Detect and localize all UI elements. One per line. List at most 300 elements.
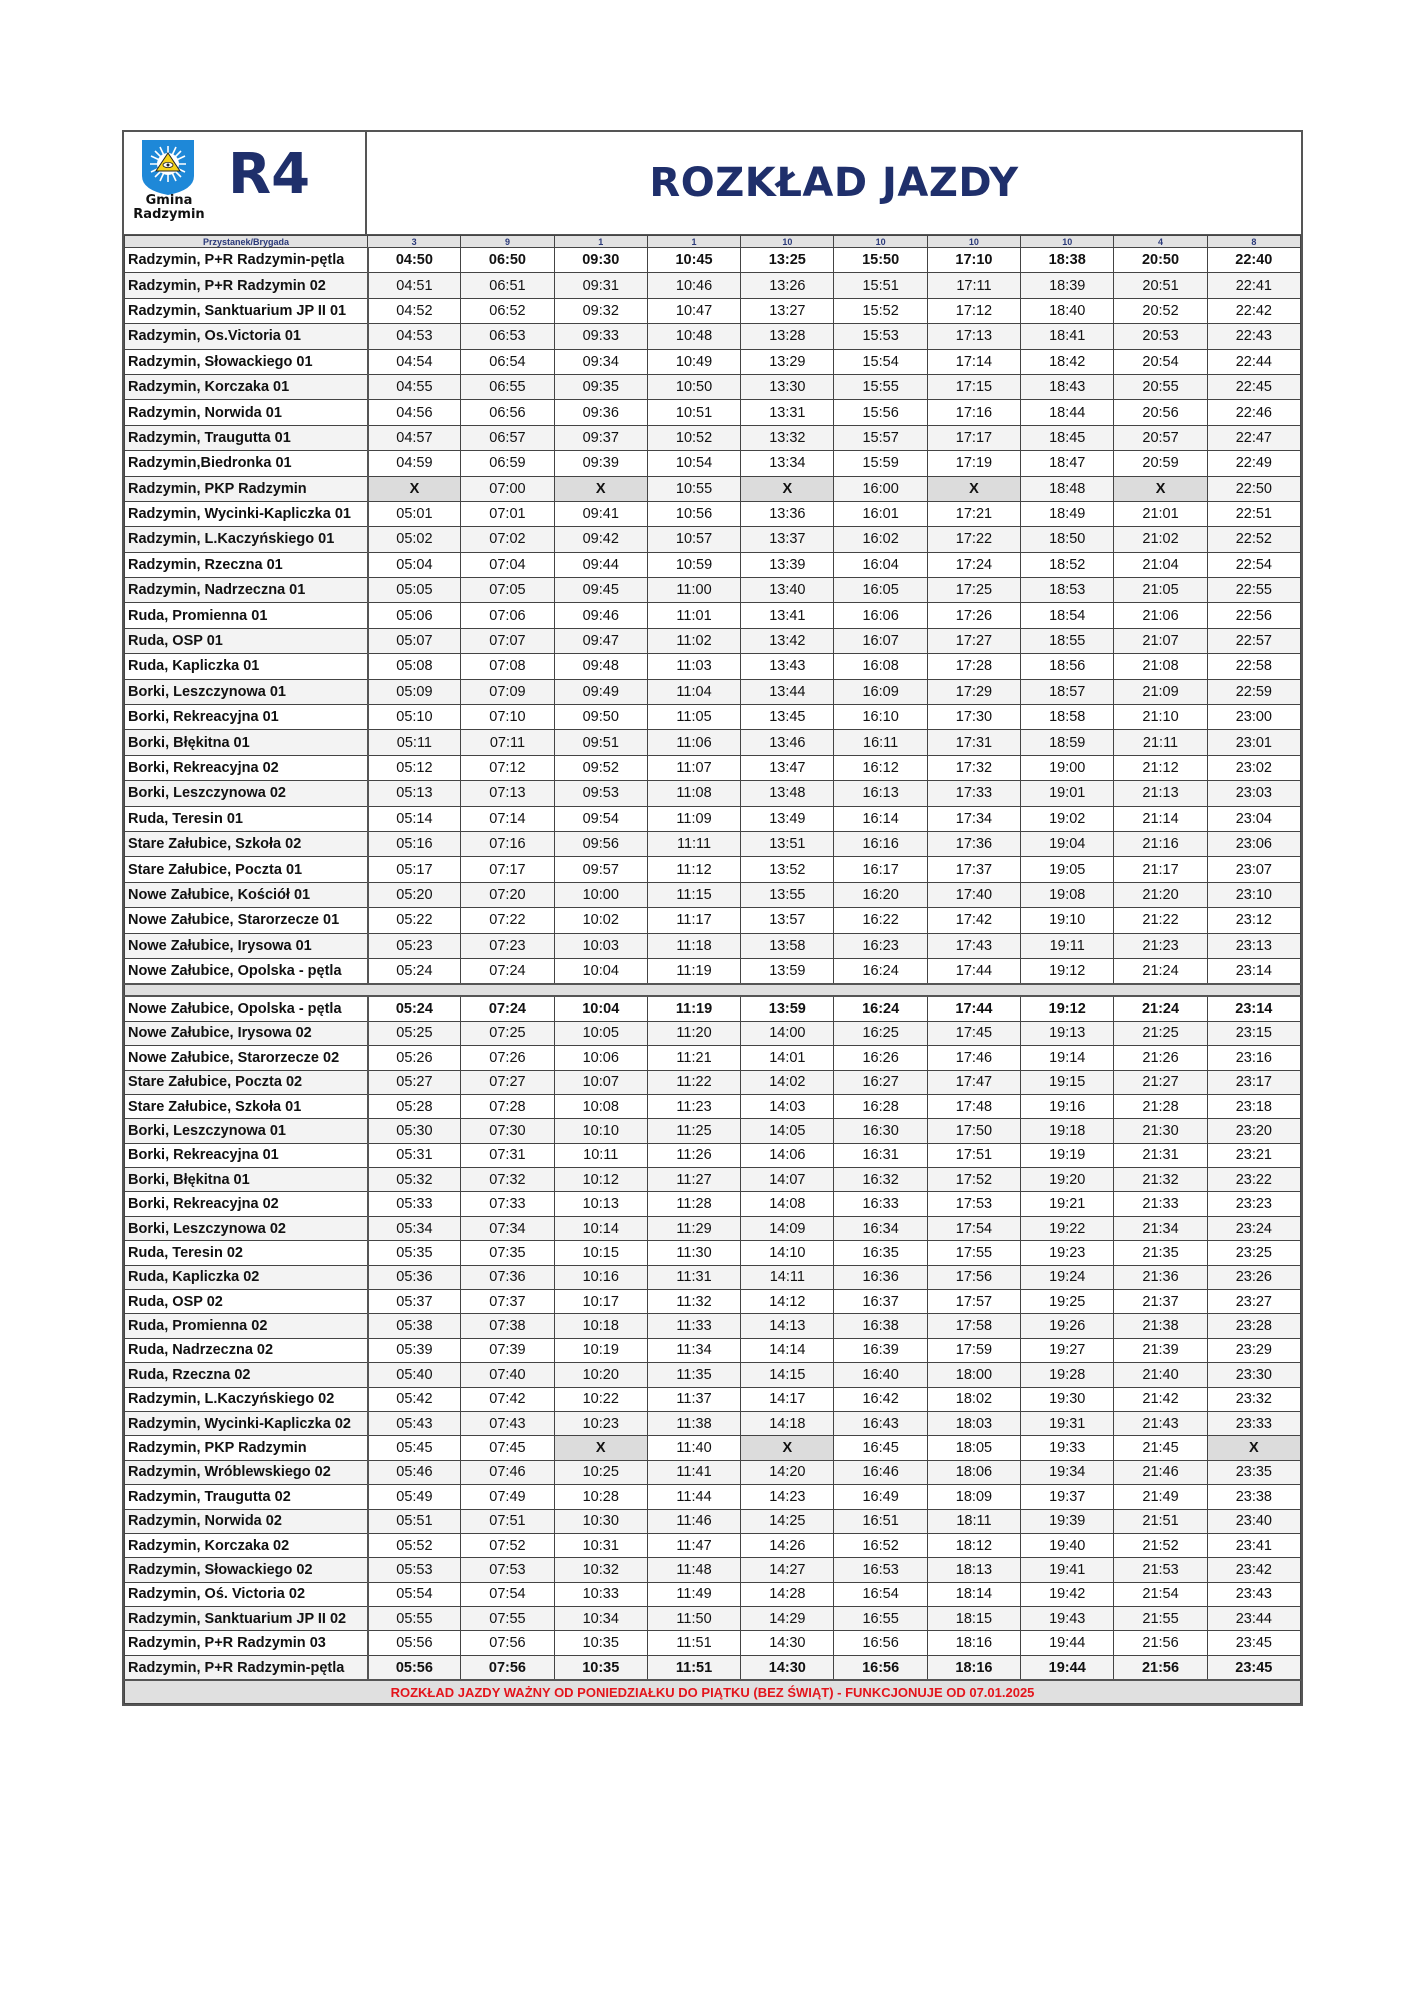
- departure-time: 16:40: [834, 1363, 927, 1387]
- departure-time: 23:03: [1207, 781, 1300, 806]
- stop-name: Ruda, Kapliczka 01: [125, 654, 368, 679]
- departure-time: 14:27: [741, 1558, 834, 1582]
- departure-time: 16:06: [834, 603, 927, 628]
- departure-time: 05:35: [368, 1241, 461, 1265]
- departure-time: 23:24: [1207, 1216, 1300, 1240]
- departure-time: 17:59: [927, 1338, 1020, 1362]
- departure-time: 16:02: [834, 527, 927, 552]
- departure-time: 07:14: [461, 806, 554, 831]
- no-stop-cell: X: [1114, 476, 1207, 501]
- departure-time: 19:41: [1021, 1558, 1114, 1582]
- stop-name: Radzymin, L.Kaczyńskiego 01: [125, 527, 368, 552]
- departure-time: 06:52: [461, 298, 554, 323]
- departure-time: 23:15: [1207, 1021, 1300, 1045]
- stop-name: Radzymin, PKP Radzymin: [125, 476, 368, 501]
- departure-time: 13:30: [741, 374, 834, 399]
- no-stop-cell: X: [741, 476, 834, 501]
- departure-time: 16:28: [834, 1094, 927, 1118]
- departure-time: 04:53: [368, 324, 461, 349]
- title-area: [367, 132, 1301, 234]
- departure-time: 18:45: [1021, 425, 1114, 450]
- departure-time: 06:59: [461, 451, 554, 476]
- no-stop-cell: X: [927, 476, 1020, 501]
- departure-time: 11:51: [647, 1655, 740, 1680]
- departure-time: 23:14: [1207, 996, 1300, 1021]
- departure-time: 10:10: [554, 1119, 647, 1143]
- departure-time: 14:30: [741, 1655, 834, 1680]
- departure-time: 18:14: [927, 1582, 1020, 1606]
- departure-time: 11:02: [647, 628, 740, 653]
- timetable-row: [125, 679, 1301, 704]
- departure-time: 11:50: [647, 1607, 740, 1631]
- departure-time: 14:12: [741, 1290, 834, 1314]
- departure-time: 22:49: [1207, 451, 1300, 476]
- departure-time: 19:31: [1021, 1411, 1114, 1435]
- departure-time: 07:32: [461, 1168, 554, 1192]
- departure-time: 14:20: [741, 1460, 834, 1484]
- departure-time: 07:31: [461, 1143, 554, 1167]
- departure-time: 22:42: [1207, 298, 1300, 323]
- departure-time: 17:30: [927, 705, 1020, 730]
- timetable-row: [125, 1436, 1301, 1460]
- departure-time: 07:54: [461, 1582, 554, 1606]
- stop-name: Ruda, Rzeczna 02: [125, 1363, 368, 1387]
- departure-time: 19:21: [1021, 1192, 1114, 1216]
- departure-time: 22:45: [1207, 374, 1300, 399]
- departure-time: 10:30: [554, 1509, 647, 1533]
- timetable-row: [125, 996, 1301, 1021]
- stop-name: Radzymin, Traugutta 01: [125, 425, 368, 450]
- departure-time: 23:40: [1207, 1509, 1300, 1533]
- departure-time: 16:33: [834, 1192, 927, 1216]
- departure-time: 17:12: [927, 298, 1020, 323]
- departure-time: 05:55: [368, 1607, 461, 1631]
- departure-time: 05:17: [368, 857, 461, 882]
- timetable-row: [125, 933, 1301, 958]
- departure-time: 17:37: [927, 857, 1020, 882]
- stop-name: Radzymin, Wycinki-Kapliczka 02: [125, 1411, 368, 1435]
- departure-time: 10:35: [554, 1631, 647, 1655]
- departure-time: 23:38: [1207, 1485, 1300, 1509]
- departure-time: 17:44: [927, 958, 1020, 984]
- stop-name: Ruda, Teresin 02: [125, 1241, 368, 1265]
- departure-time: 04:55: [368, 374, 461, 399]
- stop-name: Borki, Leszczynowa 01: [125, 679, 368, 704]
- departure-time: 05:49: [368, 1485, 461, 1509]
- departure-time: 23:01: [1207, 730, 1300, 755]
- departure-time: 21:11: [1114, 730, 1207, 755]
- departure-time: 18:55: [1021, 628, 1114, 653]
- departure-time: 13:27: [741, 298, 834, 323]
- timetable-row: [125, 1192, 1301, 1216]
- departure-time: 14:18: [741, 1411, 834, 1435]
- departure-time: 10:33: [554, 1582, 647, 1606]
- stop-name: Ruda, Teresin 01: [125, 806, 368, 831]
- departure-time: 13:29: [741, 349, 834, 374]
- departure-time: 17:10: [927, 248, 1020, 273]
- departure-time: 17:24: [927, 552, 1020, 577]
- departure-time: 15:55: [834, 374, 927, 399]
- departure-time: 23:28: [1207, 1314, 1300, 1338]
- departure-time: 17:27: [927, 628, 1020, 653]
- departure-time: 20:52: [1114, 298, 1207, 323]
- stop-name: Borki, Rekreacyjna 02: [125, 1192, 368, 1216]
- timetable-row: [125, 1070, 1301, 1094]
- departure-time: 18:39: [1021, 273, 1114, 298]
- departure-time: 09:36: [554, 400, 647, 425]
- departure-time: 16:56: [834, 1631, 927, 1655]
- departure-time: 21:13: [1114, 781, 1207, 806]
- departure-time: 14:29: [741, 1607, 834, 1631]
- departure-time: 23:04: [1207, 806, 1300, 831]
- departure-time: 18:54: [1021, 603, 1114, 628]
- departure-time: 17:21: [927, 501, 1020, 526]
- departure-time: 21:36: [1114, 1265, 1207, 1289]
- departure-time: 21:27: [1114, 1070, 1207, 1094]
- departure-time: 06:50: [461, 248, 554, 273]
- departure-time: 13:47: [741, 755, 834, 780]
- departure-time: 18:16: [927, 1655, 1020, 1680]
- departure-time: 10:00: [554, 882, 647, 907]
- timetable-row: [125, 298, 1301, 323]
- brigade-number: 10: [834, 236, 927, 248]
- departure-time: 21:08: [1114, 654, 1207, 679]
- departure-time: 09:51: [554, 730, 647, 755]
- stop-name: Radzymin,Biedronka 01: [125, 451, 368, 476]
- departure-time: 11:37: [647, 1387, 740, 1411]
- departure-time: 07:27: [461, 1070, 554, 1094]
- departure-time: 11:11: [647, 831, 740, 856]
- departure-time: 16:38: [834, 1314, 927, 1338]
- departure-time: 17:34: [927, 806, 1020, 831]
- timetable-row: [125, 1168, 1301, 1192]
- departure-time: 23:13: [1207, 933, 1300, 958]
- departure-time: 14:00: [741, 1021, 834, 1045]
- no-stop-cell: X: [554, 476, 647, 501]
- departure-time: 05:20: [368, 882, 461, 907]
- departure-time: 20:57: [1114, 425, 1207, 450]
- departure-time: 14:15: [741, 1363, 834, 1387]
- departure-time: 10:08: [554, 1094, 647, 1118]
- departure-time: 19:10: [1021, 908, 1114, 933]
- departure-time: 15:53: [834, 324, 927, 349]
- departure-time: 22:55: [1207, 578, 1300, 603]
- no-stop-cell: X: [741, 1436, 834, 1460]
- departure-time: 11:15: [647, 882, 740, 907]
- departure-time: 21:39: [1114, 1338, 1207, 1362]
- timetable-row: [125, 1338, 1301, 1362]
- departure-time: 22:58: [1207, 654, 1300, 679]
- departure-time: 19:12: [1021, 958, 1114, 984]
- departure-time: 13:31: [741, 400, 834, 425]
- departure-time: 19:15: [1021, 1070, 1114, 1094]
- departure-time: 05:28: [368, 1094, 461, 1118]
- departure-time: 10:54: [647, 451, 740, 476]
- departure-time: 10:32: [554, 1558, 647, 1582]
- departure-time: 16:43: [834, 1411, 927, 1435]
- departure-time: 21:22: [1114, 908, 1207, 933]
- departure-time: 18:58: [1021, 705, 1114, 730]
- no-stop-cell: X: [554, 1436, 647, 1460]
- departure-time: 05:54: [368, 1582, 461, 1606]
- departure-time: 10:25: [554, 1460, 647, 1484]
- departure-time: 07:55: [461, 1607, 554, 1631]
- departure-time: 10:14: [554, 1216, 647, 1240]
- departure-time: 11:30: [647, 1241, 740, 1265]
- timetable-row: [125, 400, 1301, 425]
- departure-time: 14:09: [741, 1216, 834, 1240]
- departure-time: 07:40: [461, 1363, 554, 1387]
- departure-time: 23:43: [1207, 1582, 1300, 1606]
- departure-time: 11:38: [647, 1411, 740, 1435]
- departure-time: 04:56: [368, 400, 461, 425]
- departure-time: 23:32: [1207, 1387, 1300, 1411]
- departure-time: 18:03: [927, 1411, 1020, 1435]
- departure-time: 07:10: [461, 705, 554, 730]
- departure-time: 19:04: [1021, 831, 1114, 856]
- departure-time: 11:17: [647, 908, 740, 933]
- departure-time: 05:25: [368, 1021, 461, 1045]
- departure-time: 06:57: [461, 425, 554, 450]
- departure-time: 15:57: [834, 425, 927, 450]
- departure-time: 20:51: [1114, 273, 1207, 298]
- departure-time: 10:07: [554, 1070, 647, 1094]
- departure-time: 13:25: [741, 248, 834, 273]
- stop-name: Radzymin, Norwida 02: [125, 1509, 368, 1533]
- departure-time: 22:40: [1207, 248, 1300, 273]
- departure-time: 10:20: [554, 1363, 647, 1387]
- timetable-row: [125, 1363, 1301, 1387]
- departure-time: 16:22: [834, 908, 927, 933]
- departure-time: 18:49: [1021, 501, 1114, 526]
- timetable-row: [125, 882, 1301, 907]
- no-stop-cell: X: [1207, 1436, 1300, 1460]
- departure-time: 19:14: [1021, 1046, 1114, 1070]
- stop-name: Radzymin, Korczaka 01: [125, 374, 368, 399]
- timetable-row: [125, 1631, 1301, 1655]
- departure-time: 17:13: [927, 324, 1020, 349]
- departure-time: 11:21: [647, 1046, 740, 1070]
- departure-time: 13:49: [741, 806, 834, 831]
- stop-name: Nowe Załubice, Opolska - pętla: [125, 958, 368, 984]
- stop-name: Nowe Załubice, Irysowa 01: [125, 933, 368, 958]
- departure-time: 23:00: [1207, 705, 1300, 730]
- departure-time: 18:48: [1021, 476, 1114, 501]
- stop-name: Nowe Załubice, Starorzecze 02: [125, 1046, 368, 1070]
- departure-time: 11:41: [647, 1460, 740, 1484]
- departure-time: 23:41: [1207, 1533, 1300, 1557]
- departure-time: 17:28: [927, 654, 1020, 679]
- departure-time: 18:47: [1021, 451, 1114, 476]
- departure-time: 23:35: [1207, 1460, 1300, 1484]
- departure-time: 09:42: [554, 527, 647, 552]
- departure-time: 21:56: [1114, 1655, 1207, 1680]
- timetable-row: [125, 501, 1301, 526]
- departure-time: 23:12: [1207, 908, 1300, 933]
- departure-time: 16:10: [834, 705, 927, 730]
- departure-time: 05:10: [368, 705, 461, 730]
- departure-time: 10:04: [554, 996, 647, 1021]
- departure-time: 05:56: [368, 1655, 461, 1680]
- stop-name: Radzymin, P+R Radzymin-pętla: [125, 1655, 368, 1680]
- departure-time: 23:30: [1207, 1363, 1300, 1387]
- timetable-row: [125, 755, 1301, 780]
- stop-name: Radzymin, Słowackiego 01: [125, 349, 368, 374]
- departure-time: 05:40: [368, 1363, 461, 1387]
- departure-time: 16:51: [834, 1509, 927, 1533]
- departure-time: 11:35: [647, 1363, 740, 1387]
- departure-time: 23:45: [1207, 1631, 1300, 1655]
- departure-time: 22:54: [1207, 552, 1300, 577]
- departure-time: 13:57: [741, 908, 834, 933]
- brigade-number: 10: [927, 236, 1020, 248]
- departure-time: 17:16: [927, 400, 1020, 425]
- departure-time: 05:51: [368, 1509, 461, 1533]
- departure-time: 16:05: [834, 578, 927, 603]
- stop-name: Borki, Błękitna 01: [125, 730, 368, 755]
- stop-name: Radzymin, P+R Radzymin 02: [125, 273, 368, 298]
- timetable-row: [125, 374, 1301, 399]
- departure-time: 10:34: [554, 1607, 647, 1631]
- departure-time: 04:54: [368, 349, 461, 374]
- stop-name: Radzymin, P+R Radzymin-pętla: [125, 248, 368, 273]
- departure-time: 18:38: [1021, 248, 1114, 273]
- departure-time: 05:33: [368, 1192, 461, 1216]
- stop-name: Radzymin, Wycinki-Kapliczka 01: [125, 501, 368, 526]
- departure-time: 21:46: [1114, 1460, 1207, 1484]
- departure-time: 15:59: [834, 451, 927, 476]
- timetable-row: [125, 908, 1301, 933]
- departure-time: 07:37: [461, 1290, 554, 1314]
- stop-name: Borki, Rekreacyjna 01: [125, 1143, 368, 1167]
- timetable-row: [125, 1509, 1301, 1533]
- departure-time: 21:42: [1114, 1387, 1207, 1411]
- timetable-row: [125, 1119, 1301, 1143]
- departure-time: 15:52: [834, 298, 927, 323]
- stop-name: Radzymin, Rzeczna 01: [125, 552, 368, 577]
- departure-time: 09:33: [554, 324, 647, 349]
- departure-time: 14:03: [741, 1094, 834, 1118]
- stop-name: Borki, Leszczynowa 01: [125, 1119, 368, 1143]
- timetable-row: [125, 781, 1301, 806]
- brigade-number: 9: [461, 236, 554, 248]
- departure-time: 11:47: [647, 1533, 740, 1557]
- departure-time: 07:34: [461, 1216, 554, 1240]
- departure-time: 09:57: [554, 857, 647, 882]
- departure-time: 17:45: [927, 1021, 1020, 1045]
- departure-time: 10:51: [647, 400, 740, 425]
- timetable-row: [125, 831, 1301, 856]
- stop-brigade-label: Przystanek/Brygada: [125, 236, 368, 248]
- timetable-row: [125, 425, 1301, 450]
- departure-time: 09:53: [554, 781, 647, 806]
- departure-time: 05:13: [368, 781, 461, 806]
- departure-time: 23:06: [1207, 831, 1300, 856]
- departure-time: 09:39: [554, 451, 647, 476]
- departure-time: 05:24: [368, 958, 461, 984]
- departure-time: 23:18: [1207, 1094, 1300, 1118]
- departure-time: 10:11: [554, 1143, 647, 1167]
- departure-time: 21:24: [1114, 996, 1207, 1021]
- footer-row: [125, 1680, 1301, 1704]
- departure-time: 05:30: [368, 1119, 461, 1143]
- departure-time: 21:37: [1114, 1290, 1207, 1314]
- departure-time: 23:33: [1207, 1411, 1300, 1435]
- departure-time: 07:24: [461, 996, 554, 1021]
- departure-time: 11:40: [647, 1436, 740, 1460]
- departure-time: 16:07: [834, 628, 927, 653]
- timetable-row: [125, 1143, 1301, 1167]
- departure-time: 11:27: [647, 1168, 740, 1192]
- departure-time: 23:17: [1207, 1070, 1300, 1094]
- departure-time: 18:42: [1021, 349, 1114, 374]
- gmina-name-line2: Radzymin: [133, 207, 205, 222]
- departure-time: 10:45: [647, 248, 740, 273]
- departure-time: 05:07: [368, 628, 461, 653]
- stop-name: Nowe Załubice, Starorzecze 01: [125, 908, 368, 933]
- departure-time: 14:28: [741, 1582, 834, 1606]
- departure-time: 07:05: [461, 578, 554, 603]
- departure-time: 21:45: [1114, 1436, 1207, 1460]
- timetable-row: [125, 476, 1301, 501]
- departure-time: 10:12: [554, 1168, 647, 1192]
- departure-time: 19:02: [1021, 806, 1114, 831]
- departure-time: 22:43: [1207, 324, 1300, 349]
- departure-time: 14:05: [741, 1119, 834, 1143]
- stop-name: Stare Załubice, Poczta 02: [125, 1070, 368, 1094]
- departure-time: 17:19: [927, 451, 1020, 476]
- stop-name: Borki, Rekreacyjna 02: [125, 755, 368, 780]
- departure-time: 16:30: [834, 1119, 927, 1143]
- departure-time: 10:22: [554, 1387, 647, 1411]
- separator-cell: [125, 984, 1301, 996]
- departure-time: 10:05: [554, 1021, 647, 1045]
- timetable-row: [125, 248, 1301, 273]
- departure-time: 05:26: [368, 1046, 461, 1070]
- departure-time: 19:23: [1021, 1241, 1114, 1265]
- stop-name: Ruda, OSP 01: [125, 628, 368, 653]
- departure-time: 16:45: [834, 1436, 927, 1460]
- departure-time: 19:26: [1021, 1314, 1114, 1338]
- departure-time: 13:32: [741, 425, 834, 450]
- departure-time: 21:12: [1114, 755, 1207, 780]
- departure-time: 21:56: [1114, 1631, 1207, 1655]
- departure-time: 19:27: [1021, 1338, 1114, 1362]
- departure-time: 11:12: [647, 857, 740, 882]
- departure-time: 09:31: [554, 273, 647, 298]
- departure-time: 19:11: [1021, 933, 1114, 958]
- departure-time: 19:08: [1021, 882, 1114, 907]
- departure-time: 18:40: [1021, 298, 1114, 323]
- departure-time: 07:01: [461, 501, 554, 526]
- departure-time: 16:23: [834, 933, 927, 958]
- departure-time: 05:53: [368, 1558, 461, 1582]
- departure-time: 11:44: [647, 1485, 740, 1509]
- departure-time: 17:42: [927, 908, 1020, 933]
- departure-time: 09:47: [554, 628, 647, 653]
- stop-name: Radzymin, Os.Victoria 01: [125, 324, 368, 349]
- departure-time: 18:50: [1021, 527, 1114, 552]
- departure-time: 11:03: [647, 654, 740, 679]
- departure-time: 17:32: [927, 755, 1020, 780]
- stop-name: Radzymin, Norwida 01: [125, 400, 368, 425]
- departure-time: 23:10: [1207, 882, 1300, 907]
- departure-time: 17:48: [927, 1094, 1020, 1118]
- timetable-row: [125, 1460, 1301, 1484]
- departure-time: 07:08: [461, 654, 554, 679]
- departure-time: 13:41: [741, 603, 834, 628]
- timetable-row: [125, 628, 1301, 653]
